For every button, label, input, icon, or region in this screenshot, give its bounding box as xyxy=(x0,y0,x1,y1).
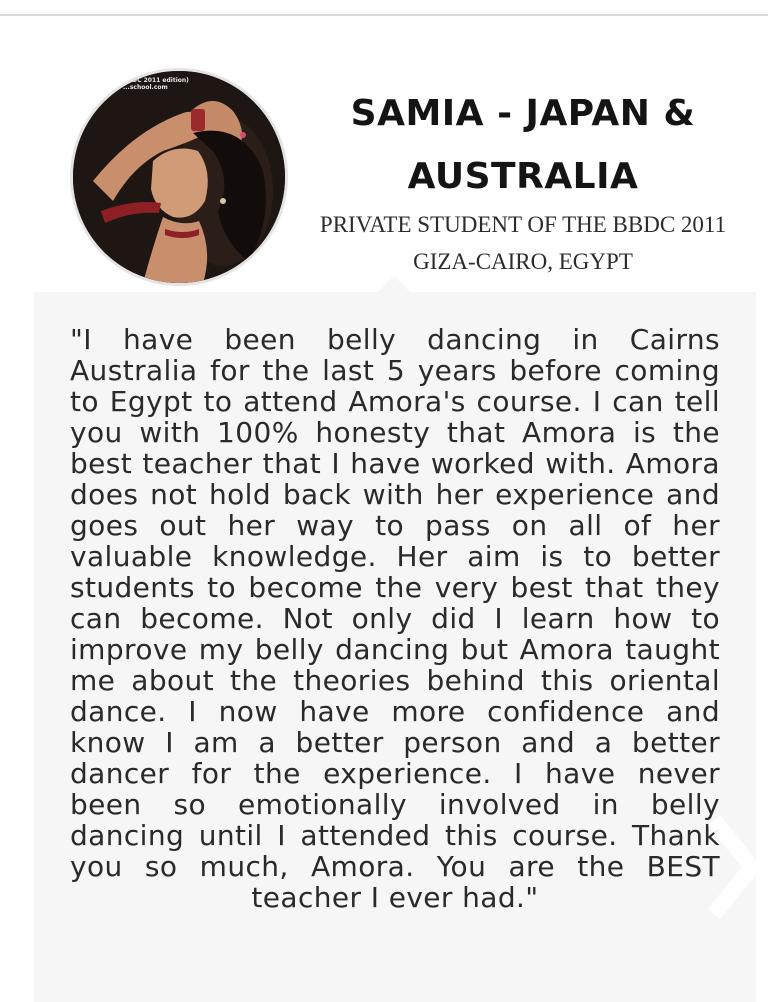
chevron-right-icon[interactable] xyxy=(698,812,758,922)
testimonial-name: SAMIA - JAPAN & AUSTRALIA xyxy=(350,93,696,197)
top-divider xyxy=(0,14,768,16)
avatar xyxy=(70,68,288,286)
portrait-photo xyxy=(73,71,285,283)
quote-pointer xyxy=(378,276,410,292)
photo-watermark: BBDC 2011 edition) ...school.com xyxy=(123,77,189,91)
testimonial-quote: "I have been belly dancing in Cairns Australia for the last 5 years before coming to Egypt to attend Amora's course. I can tell you with 100% honesty that Amora is the best teacher that I have worked with. Amora does not hold back with her experience and goes out her way to pass on all of her valuable knowledge. Her aim is to better students to become the very best that they can become. Not only did I learn how to improve my belly dancing but Amora taught me about the theories behind this oriental dance. I now have more confidence and know I am a better person and a better dancer for the experience. I have never been so emotionally involved in belly dancing until I attended this course. Thank you so much, Amora. You are the BEST teacher I ever had." xyxy=(70,323,720,914)
testimonial-subtitle: PRIVATE STUDENT OF THE BBDC 2011 GIZA-CAIRO, EGYPT xyxy=(319,212,727,274)
